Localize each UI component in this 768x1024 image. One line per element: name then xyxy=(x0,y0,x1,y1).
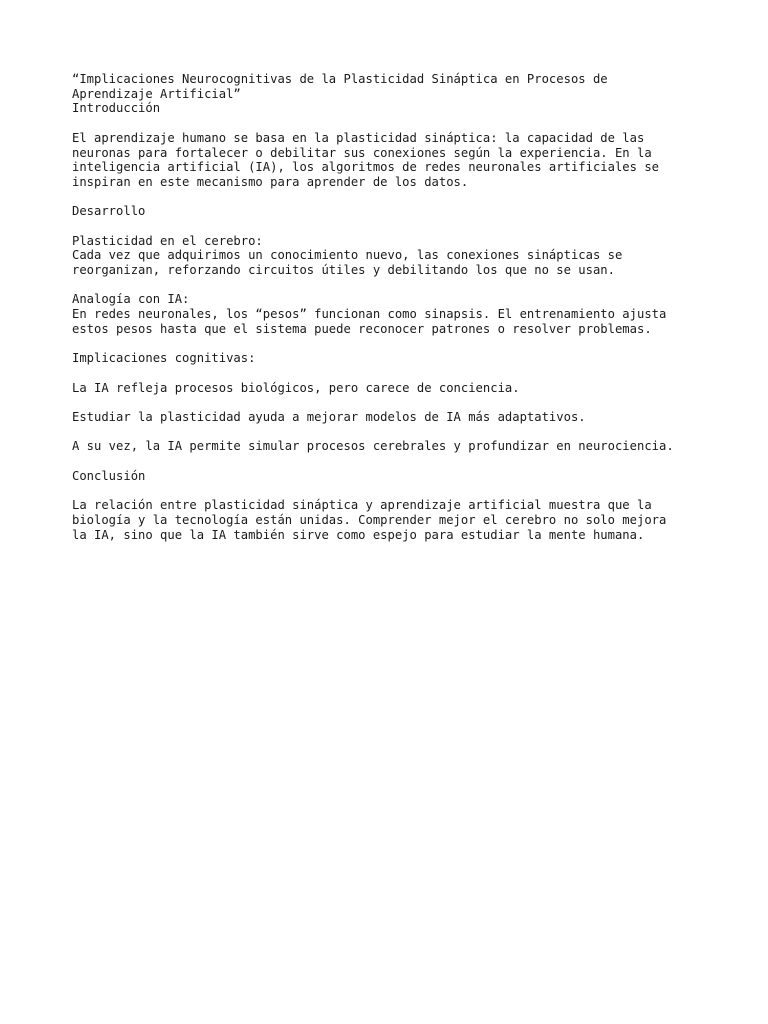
brain-paragraph xyxy=(72,248,732,277)
spacer xyxy=(72,337,732,352)
document-title-line-2: Aprendizaje Artificial” xyxy=(72,86,241,101)
brain-line: reorganizan, reforzando circuitos útiles y debilitando los que no se usan. xyxy=(72,263,615,278)
intro-line: inspiran en este mecanismo para aprender de los datos. xyxy=(72,174,469,189)
analogy-paragraph xyxy=(72,307,732,336)
spacer xyxy=(72,116,732,131)
conclusion-heading: Conclusión xyxy=(72,468,146,483)
cognitive-point: Estudiar la plasticidad ayuda a mejorar modelos de IA más adaptativos. xyxy=(72,410,586,425)
development-heading: Desarrollo xyxy=(72,204,146,219)
analogy-line: En redes neuronales, los “pesos” funcionan como sinapsis. El entrenamiento ajusta xyxy=(72,307,667,322)
spacer xyxy=(72,366,732,381)
brain-line: Cada vez que adquirimos un conocimiento nuevo, las conexiones sinápticas se xyxy=(72,248,623,263)
cognitive-heading: Implicaciones cognitivas: xyxy=(72,351,256,366)
conclusion-line: biología y la tecnología están unidas. Comprender mejor el cerebro no solo mejora xyxy=(72,512,667,527)
intro-line: neuronas para fortalecer o debilitar sus conexiones según la experiencia. En la xyxy=(72,145,652,160)
analogy-line: estos pesos hasta que el sistema puede reconocer patrones o resolver problemas. xyxy=(72,321,652,336)
spacer xyxy=(72,395,732,410)
intro-line: inteligencia artificial (IA), los algoritmos de redes neuronales artificiales se xyxy=(72,160,659,175)
spacer xyxy=(72,454,732,469)
spacer xyxy=(72,425,732,440)
document-page xyxy=(72,72,732,542)
conclusion-paragraph xyxy=(72,498,732,542)
conclusion-line: La relación entre plasticidad sináptica y aprendizaje artificial muestra que la xyxy=(72,498,652,513)
spacer xyxy=(72,219,732,234)
document-title-line-1: “Implicaciones Neurocognitivas de la Plasticidad Sináptica en Procesos de xyxy=(72,72,608,86)
spacer xyxy=(72,484,732,499)
intro-line: El aprendizaje humano se basa en la plasticidad sináptica: la capacidad de las xyxy=(72,130,645,145)
brain-heading: Plasticidad en el cerebro: xyxy=(72,233,263,248)
intro-heading: Introducción xyxy=(72,101,161,116)
intro-paragraph xyxy=(72,131,732,190)
conclusion-line: la IA, sino que la IA también sirve como espejo para estudiar la mente humana. xyxy=(72,527,645,542)
analogy-heading: Analogía con IA: xyxy=(72,292,190,307)
cognitive-point: La IA refleja procesos biológicos, pero carece de conciencia. xyxy=(72,380,520,395)
cognitive-point: A su vez, la IA permite simular procesos cerebrales y profundizar en neurociencia. xyxy=(72,439,674,454)
spacer xyxy=(72,190,732,205)
spacer xyxy=(72,278,732,293)
